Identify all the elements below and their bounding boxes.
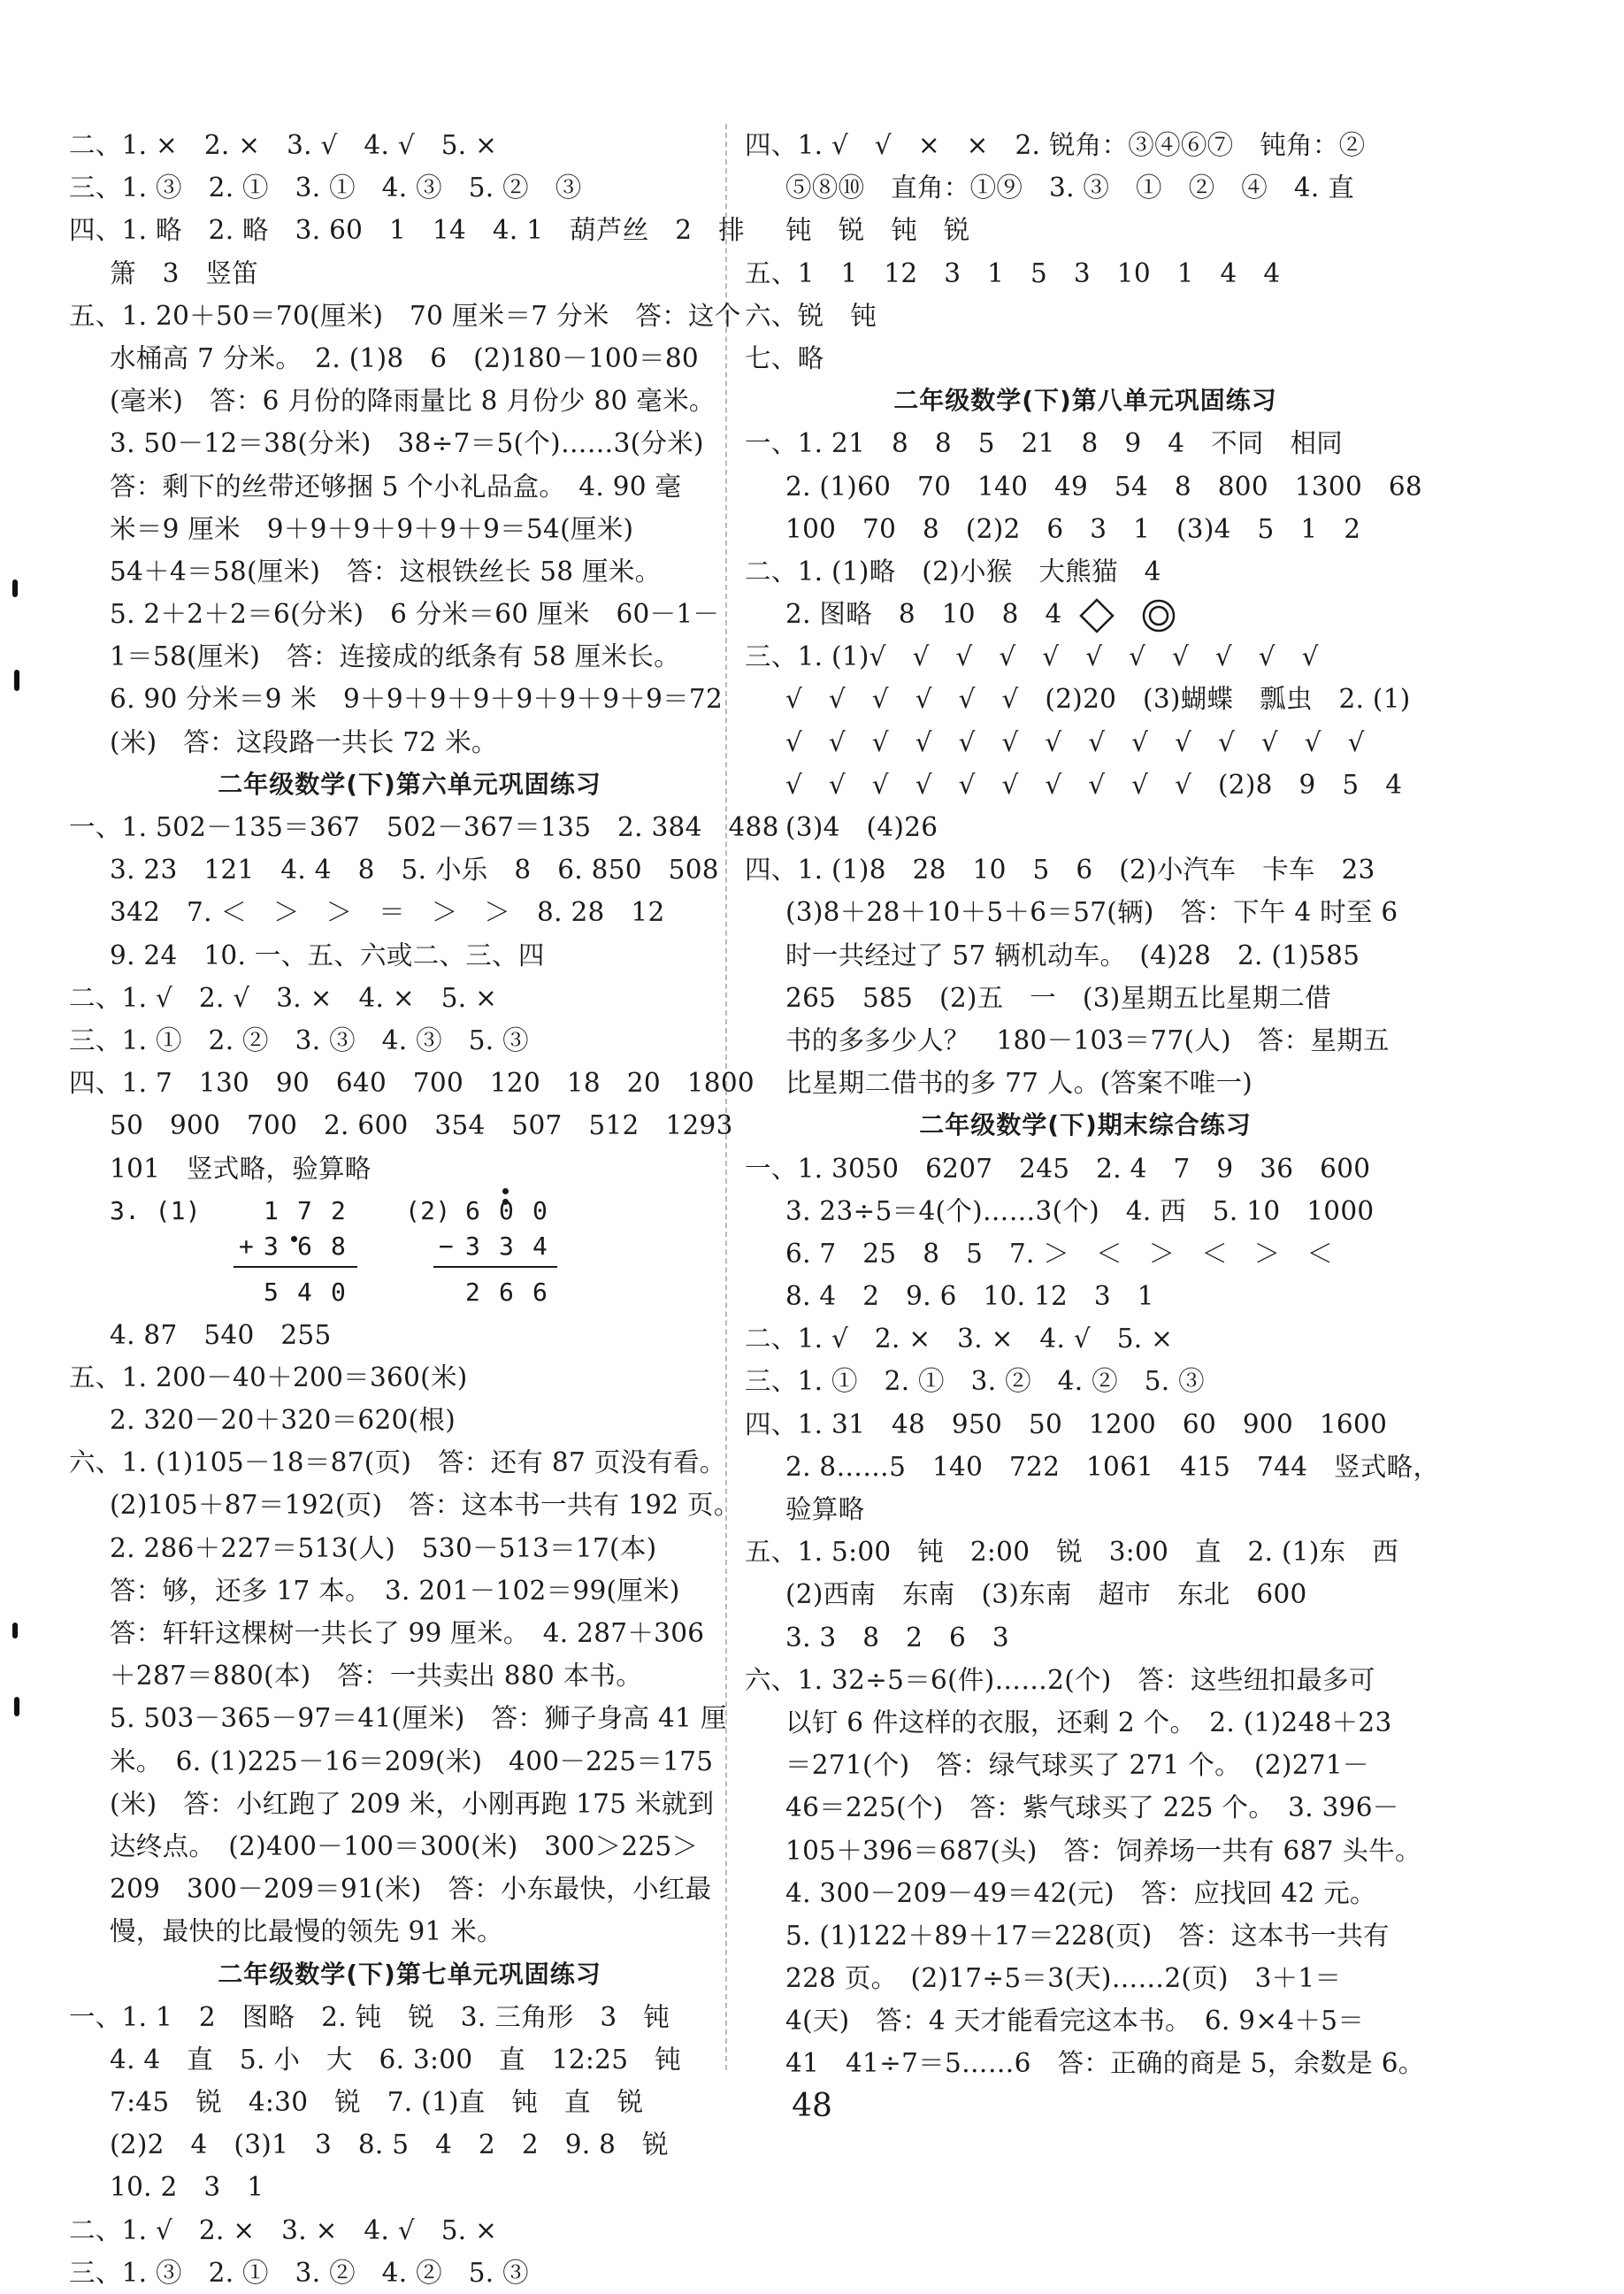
digit: 0 xyxy=(331,1277,347,1307)
answer-line: 书的多多少人？ 180－103＝77(人) 答：星期五 xyxy=(785,1024,1390,1055)
answer-line: (米) 答：这段路一共长 72 米。 xyxy=(110,726,498,757)
answer-line: 46＝225(个) 答：紫气球买了 225 个。 3. 396－ xyxy=(785,1792,1399,1823)
carry-dot xyxy=(291,1236,297,1242)
answer-line: √ √ √ √ √ √ √ √ √ √ (2)8 9 5 4 xyxy=(785,769,1403,800)
answer-line: 228 页。 (2)17÷5＝3(天)……2(页) 3＋1＝ xyxy=(785,1963,1342,1994)
section-heading: 二年级数学(下)第六单元巩固练习 xyxy=(218,769,601,799)
diamond-and-circle-icon xyxy=(1079,598,1194,633)
answer-line: 101 竖式略，验算略 xyxy=(110,1153,372,1184)
answer-line: 答：轩轩这棵树一共长了 99 厘米。 4. 287＋306 xyxy=(110,1618,705,1648)
answer-line: √ √ √ √ √ √ (2)20 (3)蝴蝶 瓢虫 2. (1) xyxy=(785,684,1411,715)
diamond-icon xyxy=(1081,600,1113,632)
answer-line: 三、1. (1)√ √ √ √ √ √ √ √ √ √ √ xyxy=(745,641,1319,672)
answer-line: 3. 23 121 4. 4 8 5. 小乐 8 6. 850 508 xyxy=(110,855,719,886)
answer-line: 二、1. × 2. × 3. √ 4. √ 5. × xyxy=(69,130,498,160)
answer-line: 8. 4 2 9. 6 10. 12 3 1 xyxy=(785,1281,1154,1312)
calc-rule xyxy=(234,1266,357,1268)
answer-line: 五、1 1 12 3 1 5 3 10 1 4 4 xyxy=(745,257,1281,288)
answer-line: 2. 320－20＋320＝620(根) xyxy=(110,1405,456,1436)
answer-line: ＋287＝880(本) 答：一共卖出 880 本书。 xyxy=(110,1661,642,1692)
answer-line: 四、1. 略 2. 略 3. 60 1 14 4. 1 葫芦丝 2 排 xyxy=(69,215,745,246)
answer-line: 4(天) 答：4 天才能看完这本书。 6. 9×4＋5＝ xyxy=(785,2006,1365,2037)
digit: 1 xyxy=(264,1195,280,1225)
answer-line: 一、1. 3050 6207 245 2. 4 7 9 36 600 xyxy=(745,1153,1371,1184)
margin-mark xyxy=(12,579,18,597)
answer-line: 342 7. ＜ ＞ ＞ ＝ ＞ ＞ 8. 28 12 xyxy=(110,897,665,928)
answer-line: 一、1. 502－135＝367 502－367＝135 2. 384 488 xyxy=(69,812,779,842)
vertical-calculation xyxy=(69,1190,750,1314)
answer-line: (2)西南 东南 (3)东南 超市 东北 600 xyxy=(785,1579,1307,1610)
answer-line: 慢，最快的比最慢的领先 91 米。 xyxy=(110,1916,503,1947)
answer-line: 2. 8……5 140 722 1061 415 744 竖式略， xyxy=(785,1451,1440,1482)
digit: 8 xyxy=(331,1231,347,1261)
answer-line: 答：剩下的丝带还够捆 5 个小礼品盒。 4. 90 毫 xyxy=(110,471,682,502)
answer-line: 六、1. (1)105－18＝87(页) 答：还有 87 页没有看。 xyxy=(69,1447,726,1478)
digit: 2 xyxy=(465,1277,481,1307)
answer-line: 箫 3 竖笛 xyxy=(110,257,259,288)
answer-line: 四、1. 31 48 950 50 1200 60 900 1600 xyxy=(745,1408,1388,1439)
answer-line: (3)4 (4)26 xyxy=(785,812,938,842)
answer-line: 五、1. 5:00 钝 2:00 锐 3:00 直 2. (1)东 西 xyxy=(745,1537,1399,1568)
answer-line: 一、1. 1 2 图略 2. 钝 锐 3. 三角形 3 钝 xyxy=(69,2001,670,2032)
digit: 0 xyxy=(532,1195,548,1225)
left-column xyxy=(69,124,779,2294)
answer-line: √ √ √ √ √ √ √ √ √ √ √ √ √ √ xyxy=(785,726,1365,757)
answer-line: 以钉 6 件这样的衣服，还剩 2 个。 2. (1)248＋23 xyxy=(785,1707,1392,1738)
answer-line: 4. 300－209－49＝42(元) 答：应找回 42 元。 xyxy=(785,1877,1376,1908)
answer-line: 4. 87 540 255 xyxy=(110,1319,332,1350)
answer-line: 6. 90 分米＝9 米 9＋9＋9＋9＋9＋9＋9＋9＝72 xyxy=(110,684,724,715)
section-heading: 二年级数学(下)第八单元巩固练习 xyxy=(893,386,1277,416)
answer-line: 2. 286＋227＝513(人) 530－513＝17(本) xyxy=(110,1532,657,1563)
answer-line: (2)105＋87＝192(页) 答：这本书一共有 192 页。 xyxy=(110,1490,740,1521)
margin-mark xyxy=(14,1697,19,1716)
section-heading: 二年级数学(下)期末综合练习 xyxy=(919,1110,1252,1140)
operator: + xyxy=(239,1231,255,1261)
answer-line: 50 900 700 2. 600 354 507 512 1293 xyxy=(110,1110,733,1141)
digit: 5 xyxy=(264,1277,280,1307)
answer-line: 54＋4＝58(厘米) 答：这根铁丝长 58 厘米。 xyxy=(110,556,662,587)
answer-line: 41 41÷7＝5……6 答：正确的商是 5，余数是 6。 xyxy=(785,2048,1425,2079)
digit: 2 xyxy=(331,1195,347,1225)
answer-line: 二、1. √ 2. × 3. × 4. √ 5. × xyxy=(69,2214,498,2245)
digit: 4 xyxy=(532,1231,548,1261)
answer-line: 水桶高 7 分米。 2. (1)8 6 (2)180－100＝80 xyxy=(110,342,699,373)
answer-line: ⑤⑧⑩ 直角：①⑨ 3. ③ ① ② ④ 4. 直 xyxy=(785,173,1355,203)
answer-line: (米) 答：小红跑了 209 米，小刚再跑 175 米就到 xyxy=(110,1788,715,1819)
answer-line: 5. (1)122＋89＋17＝228(页) 答：这本书一共有 xyxy=(785,1920,1390,1951)
answer-line: 一、1. 21 8 8 5 21 8 9 4 不同 相同 xyxy=(745,428,1344,459)
answer-line: 3. 3 8 2 6 3 xyxy=(785,1622,1009,1653)
answer-line: 六、锐 钝 xyxy=(745,300,877,331)
inner-circle-icon xyxy=(1150,607,1168,625)
answer-line: 9. 24 10. 一、五、六或二、三、四 xyxy=(110,940,545,971)
answer-line: 4. 4 直 5. 小 大 6. 3:00 直 12:25 钝 xyxy=(110,2044,681,2075)
answer-line: 5. 2＋2＋2＝6(分米) 6 分米＝60 厘米 60－1－ xyxy=(110,599,720,630)
answer-line: 265 585 (2)五 一 (3)星期五比星期二借 xyxy=(785,982,1331,1013)
calc-label: 3. (1) xyxy=(110,1195,201,1225)
answer-line: 三、1. ③ 2. ① 3. ① 4. ③ 5. ② ③ xyxy=(69,173,582,203)
page-number: 48 xyxy=(792,2088,832,2124)
answer-line: 7:45 锐 4:30 锐 7. (1)直 钝 直 锐 xyxy=(110,2087,644,2118)
answer-line: 209 300－209＝91(米) 答：小东最快，小红最 xyxy=(110,1874,712,1905)
answer-line: 达终点。 (2)400－100＝300(米) 300＞225＞ xyxy=(110,1830,699,1861)
digit: 0 xyxy=(499,1195,515,1225)
answer-line: 二、1. √ 2. × 3. × 4. √ 5. × xyxy=(745,1323,1174,1354)
digit: 7 xyxy=(297,1195,313,1225)
answer-line: 米＝9 厘米 9＋9＋9＋9＋9＋9＝54(厘米) xyxy=(110,513,634,544)
margin-mark xyxy=(14,670,19,691)
answer-line: 六、1. 32÷5＝6(件)……2(个) 答：这些纽扣最多可 xyxy=(745,1664,1375,1695)
answer-line: 验算略 xyxy=(785,1494,865,1524)
answer-line: 2. (1)60 70 140 49 54 8 800 1300 68 xyxy=(785,471,1422,502)
answer-line: 比星期二借书的多 77 人。(答案不唯一) xyxy=(785,1068,1253,1099)
answer-line: 钝 锐 钝 锐 xyxy=(785,215,970,246)
answer-line: (毫米) 答：6 月份的降雨量比 8 月份少 80 毫米。 xyxy=(110,386,716,417)
answer-text: 2. 图略 8 10 8 4 xyxy=(785,599,1062,630)
circle-icon xyxy=(1144,601,1174,631)
calc-rule xyxy=(433,1266,557,1268)
answer-line: 二、1. √ 2. √ 3. × 4. × 5. × xyxy=(69,982,498,1013)
answer-line: 四、1. 7 130 90 640 700 120 18 20 1800 xyxy=(69,1068,755,1099)
answer-line: 6. 7 25 8 5 7. ＞ ＜ ＞ ＜ ＞ ＜ xyxy=(785,1238,1334,1269)
answer-line: 3. 50－12＝38(分米) 38÷7＝5(个)……3(分米) xyxy=(110,428,704,459)
answer-line: 10. 2 3 1 xyxy=(110,2172,264,2203)
answer-line: 105＋396＝687(头) 答：饲养场一共有 687 头牛。 xyxy=(785,1835,1421,1866)
answer-line: 三、1. ③ 2. ① 3. ② 4. ② 5. ③ xyxy=(69,2257,529,2288)
digit: 6 xyxy=(499,1277,515,1307)
operator: − xyxy=(439,1231,455,1261)
section-heading: 二年级数学(下)第七单元巩固练习 xyxy=(218,1959,601,1989)
answer-line: 三、1. ① 2. ① 3. ② 4. ② 5. ③ xyxy=(745,1366,1205,1397)
answer-line: 三、1. ① 2. ② 3. ③ 4. ③ 5. ③ xyxy=(69,1024,529,1055)
answer-line: 米。 6. (1)225－16＝209(米) 400－225＝175 xyxy=(110,1745,714,1776)
digit: 6 xyxy=(465,1195,481,1225)
answer-line: 5. 503－365－97＝41(厘米) 答：狮子身高 41 厘 xyxy=(110,1703,727,1734)
answer-line: ＝271(个) 答：绿气球买了 271 个。 (2)271－ xyxy=(785,1750,1369,1781)
answer-line: 答：够，还多 17 本。 3. 201－102＝99(厘米) xyxy=(110,1575,680,1606)
answer-line: 二、1. (1)略 (2)小猴 大熊猫 4 xyxy=(745,556,1161,587)
digit: 3 xyxy=(465,1231,481,1261)
digit: 4 xyxy=(297,1277,313,1307)
digit: 6 xyxy=(532,1277,548,1307)
answer-line: 1＝58(厘米) 答：连接成的纸条有 58 厘米长。 xyxy=(110,641,680,672)
answer-line: 3. 23÷5＝4(个)……3(个) 4. 西 5. 10 1000 xyxy=(785,1195,1375,1226)
answer-line: (3)8＋28＋10＋5＋6＝57(辆) 答：下午 4 时至 6 xyxy=(785,897,1398,928)
answer-line xyxy=(745,593,1426,635)
answer-line: (2)2 4 (3)1 3 8. 5 4 2 2 9. 8 锐 xyxy=(110,2129,669,2160)
digit: 6 xyxy=(297,1231,313,1261)
answer-line: 100 70 8 (2)2 6 3 1 (3)4 5 1 2 xyxy=(785,513,1361,544)
digit: 3 xyxy=(264,1231,280,1261)
calc-label: (2) xyxy=(405,1195,451,1225)
answer-line: 五、1. 200－40＋200＝360(米) xyxy=(69,1362,468,1393)
right-column xyxy=(745,124,1440,2085)
answer-line: 五、1. 20＋50＝70(厘米) 70 厘米＝7 分米 答：这个 xyxy=(69,300,741,331)
margin-mark xyxy=(12,1623,18,1638)
answer-line: 七、略 xyxy=(745,342,824,373)
answer-line: 时一共经过了 57 辆机动车。 (4)28 2. (1)585 xyxy=(785,940,1360,971)
answer-line: 四、1. (1)8 28 10 5 6 (2)小汽车 卡车 23 xyxy=(745,855,1375,886)
digit: 3 xyxy=(499,1231,515,1261)
answer-line: 四、1. √ √ × × 2. 锐角：③④⑥⑦ 钝角：② xyxy=(745,130,1366,160)
